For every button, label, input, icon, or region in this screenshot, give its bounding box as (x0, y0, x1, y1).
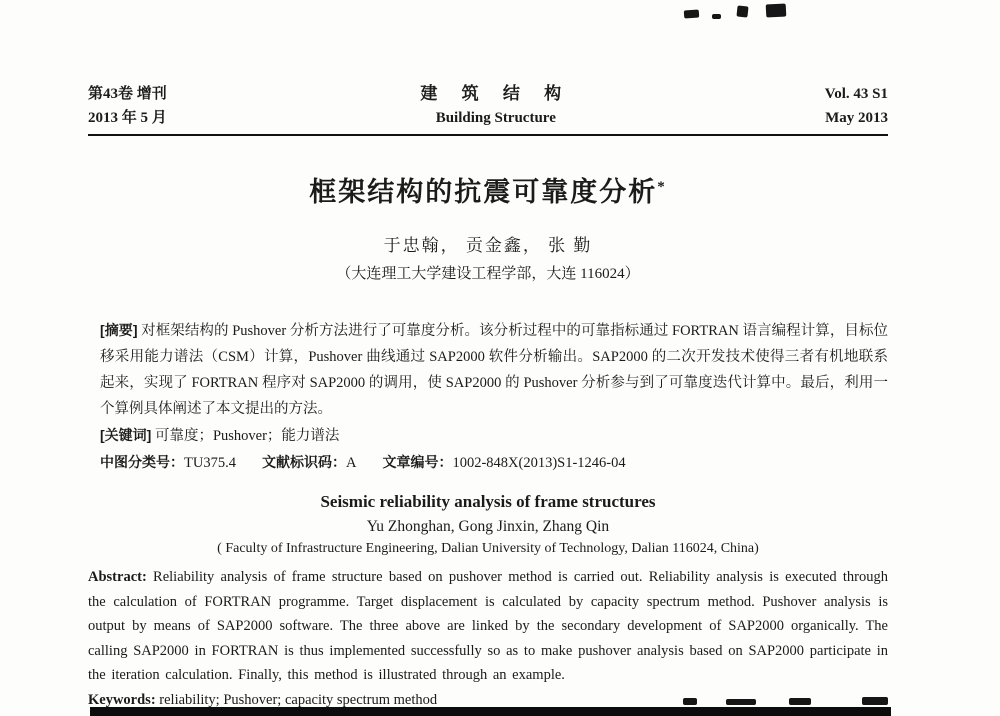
abstract-en-label: Abstract: (88, 569, 147, 585)
scan-artifact (862, 697, 888, 705)
abstract-en (88, 565, 888, 688)
journal-name (167, 82, 825, 130)
scan-bottom-bar (90, 707, 891, 716)
article-id-value: 1002-848X(2013)S1-1246-04 (452, 455, 626, 471)
clc-value: TU375.4 (184, 455, 236, 471)
article-id-label: 文章编号： (382, 454, 453, 470)
journal-volume-line1: 第43卷 增刊 (88, 86, 167, 102)
authors-en: Yu Zhonghan, Gong Jinxin, Zhang Qin (366, 518, 610, 535)
paper-title-cn (88, 170, 888, 209)
scan-artifact (712, 14, 721, 19)
abstract-cn (88, 317, 888, 422)
scan-artifact (736, 5, 748, 17)
abstract-cn-label: [摘要] (100, 322, 138, 338)
article-id (382, 455, 625, 471)
header-divider (88, 134, 888, 136)
keywords-cn-label: [关键词] (100, 427, 152, 443)
scan-artifact (684, 9, 700, 18)
abstract-en-text: Reliability analysis of frame structure based on pushover method is carried out. Reliability analysis is executed through the calculation of FORTRAN programme. Target displacement is calculated by capacity spectrum method. Pushover analysis is output by means of SAP2000 software. The three above are linked by the secondary development of SAP2000 organically. The calling SAP2000 in FORTRAN is thus implemented successfully so as to make pushover analysis based on SAP2000 participate in the iteration calculation. Finally, this method is illustrated through an example. (88, 569, 888, 683)
journal-vol-line2: May 2013 (825, 110, 888, 126)
journal-volume-line2: 2013 年 5 月 (88, 110, 167, 126)
scan-artifact (683, 698, 697, 705)
paper-title-footnote-marker: * (657, 179, 667, 195)
journal-volume-en (825, 82, 888, 130)
affiliation-en: ( Faculty of Infrastructure Engineering, Dalian University of Technology, Dalian 116024, China) (217, 541, 759, 556)
journal-name-en: Building Structure (435, 110, 556, 126)
document-code-label: 文献标识码： (261, 454, 346, 470)
abstract-cn-text: 对框架结构的 Pushover 分析方法进行了可靠度分析。该分析过程中的可靠指标通过 FORTRAN 语言编程计算，目标位移采用能力谱法（CSM）计算，Pushover 曲线通过 SAP2000 软件分析输出。SAP2000 的二次开发技术使得三者有机地联系起来，实现了 FORTRAN 程序对 SAP2000 的调用，使 SAP2000 的 Pushover 分析参与到了可靠度迭代计算中。最后，利用一个算例具体阐述了本文提出的方法。 (100, 323, 888, 417)
document-code (262, 455, 356, 471)
authors-cn: 于忠翰， 贡金鑫， 张 勤 (383, 236, 593, 255)
scan-artifact (789, 698, 811, 705)
paper-title-en: Seismic reliability analysis of frame structures (320, 492, 656, 511)
keywords-en-label: Keywords: (88, 691, 156, 708)
keywords-en-text: reliability; Pushover; capacity spectrum method (155, 691, 438, 708)
clc-number (100, 455, 236, 471)
keywords-cn-text: 可靠度；Pushover；能力谱法 (151, 428, 340, 444)
paper-title-text: 框架结构的抗震可靠度分析 (309, 177, 658, 207)
article-meta (88, 449, 888, 476)
journal-vol-line1: Vol. 43 S1 (824, 86, 888, 102)
scan-artifact (726, 699, 756, 705)
journal-header (88, 82, 888, 130)
affiliation-cn: （大连理工大学建设工程学部，大连 116024） (336, 266, 640, 282)
document-code-value: A (345, 455, 357, 471)
journal-volume-cn (88, 82, 167, 130)
scan-artifact (766, 3, 787, 17)
clc-label: 中图分类号： (100, 454, 184, 470)
paper-page (88, 82, 888, 712)
journal-name-cn: 建 筑 结 构 (420, 84, 572, 103)
keywords-cn (88, 422, 888, 449)
